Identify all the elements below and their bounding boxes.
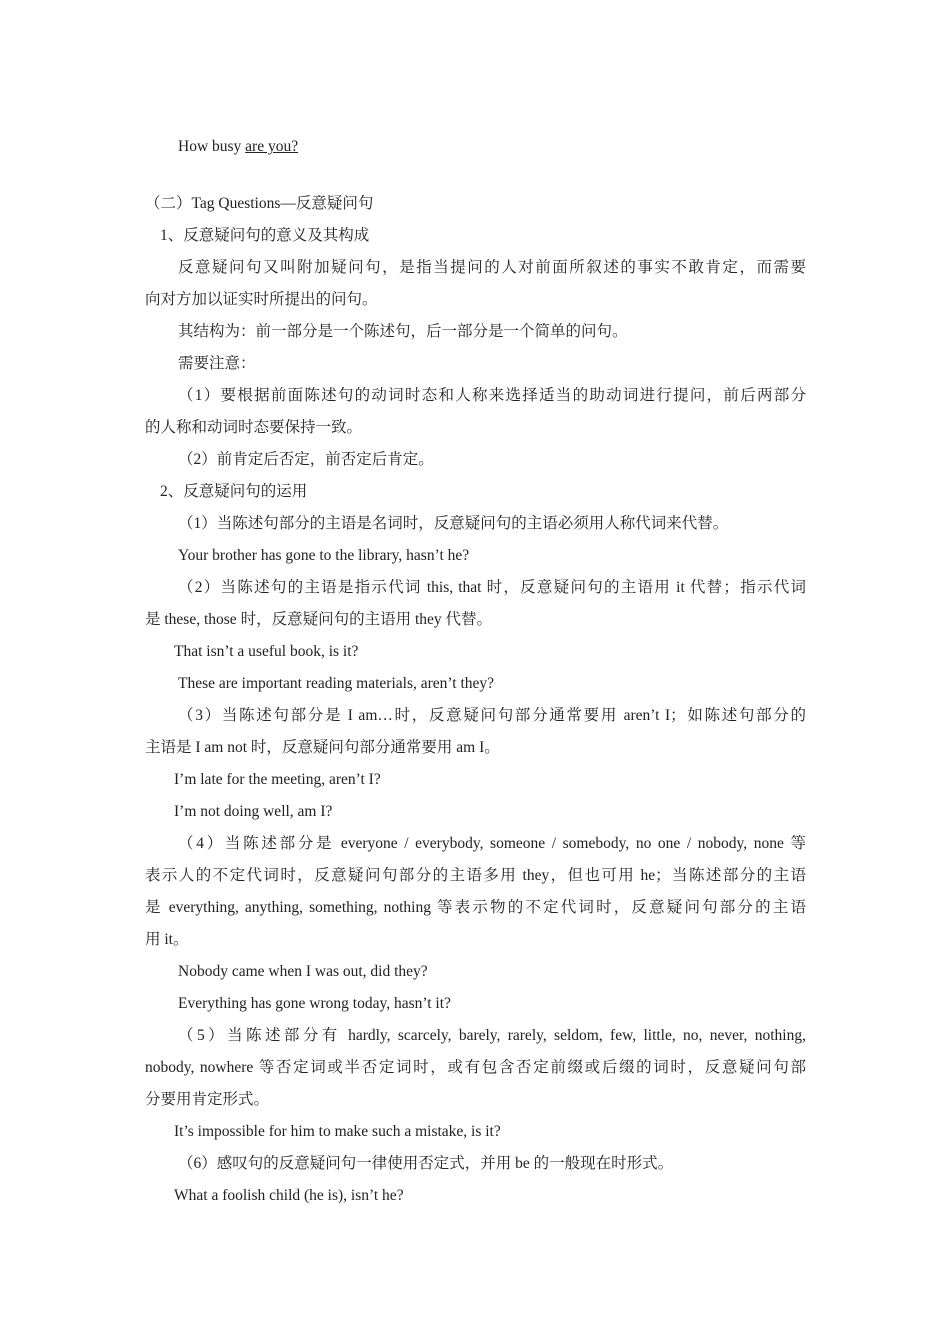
rule-6: （6）感叹句的反意疑问句一律使用否定式，并用 be 的一般现在时形式。 [178,1155,674,1172]
rule-5-line-2: nobody, nowhere 等否定词或半否定词时，或有包含否定前缀或后缀的词时，反意疑问句部 [145,1059,806,1076]
example-1: Your brother has gone to the library, hasn’t he? [178,547,470,564]
rule-4-line-2: 表示人的不定代词时，反意疑问句部分的主语多用 they，但也可用 he；当陈述部分的主语 [145,867,806,884]
subsection-heading-2: 2、反意疑问句的运用 [160,483,308,500]
rule-2-line-2: 是 these, those 时，反意疑问句的主语用 they 代替。 [145,611,493,628]
intro-example-prefix: How busy [178,138,246,155]
example-3b: I’m not doing well, am I? [174,803,333,820]
subsection-heading-1: 1、反意疑问句的意义及其构成 [160,227,370,244]
rule-3-line-1: （3）当陈述句部分是 I am…时，反意疑问句部分通常要用 aren’t I；如陈述句部分的 [178,707,806,724]
example-2b: These are important reading materials, aren’t they? [178,675,495,692]
structure-text: 其结构为：前一部分是一个陈述句，后一部分是一个简单的问句。 [178,323,628,340]
rule-4-line-3: 是 everything, anything, something, nothing 等表示物的不定代词时，反意疑问句部分的主语 [145,899,806,916]
rule-1: （1）当陈述句部分的主语是名词时，反意疑问句的主语必须用人称代词来代替。 [178,515,729,532]
example-3a: I’m late for the meeting, aren’t I? [174,771,381,788]
note-label: 需要注意： [178,355,256,372]
example-6: What a foolish child (he is), isn’t he? [174,1187,404,1204]
example-4b: Everything has gone wrong today, hasn’t it? [178,995,451,1012]
section-heading: （二）Tag Questions—反意疑问句 [145,195,374,212]
rule-2-line-1: （2）当陈述句的主语是指示代词 this, that 时，反意疑问句的主语用 it 代替；指示代词 [178,579,806,596]
example-2a: That isn’t a useful book, is it? [174,643,359,660]
rule-4-line-1: （4）当陈述部分是 everyone / everybody, someone / somebody, no one / nobody, none 等 [178,835,806,852]
rule-3-line-2: 主语是 I am not 时，反意疑问句部分通常要用 am I。 [145,739,500,756]
intro-example [178,137,298,157]
example-5: It’s impossible for him to make such a mistake, is it? [174,1123,501,1140]
definition-line-1: 反意疑问句又叫附加疑问句，是指当提问的人对前面所叙述的事实不敢肯定，而需要 [178,259,806,276]
rule-5-line-3: 分要用肯定形式。 [145,1091,270,1108]
note-2: （2）前肯定后否定，前否定后肯定。 [178,451,434,468]
definition-line-2: 向对方加以证实时所提出的问句。 [145,291,378,308]
example-4a: Nobody came when I was out, did they? [178,963,428,980]
note-1-line-1: （1）要根据前面陈述句的动词时态和人称来选择适当的助动词进行提问，前后两部分 [178,387,806,404]
rule-5-line-1: （5）当陈述部分有 hardly, scarcely, barely, rarely, seldom, few, little, no, never, nothing, [178,1027,806,1044]
rule-4-line-4: 用 it。 [145,931,189,948]
note-1-line-2: 的人称和动词时态要保持一致。 [145,419,363,436]
intro-example-underlined: are you? [245,138,299,155]
